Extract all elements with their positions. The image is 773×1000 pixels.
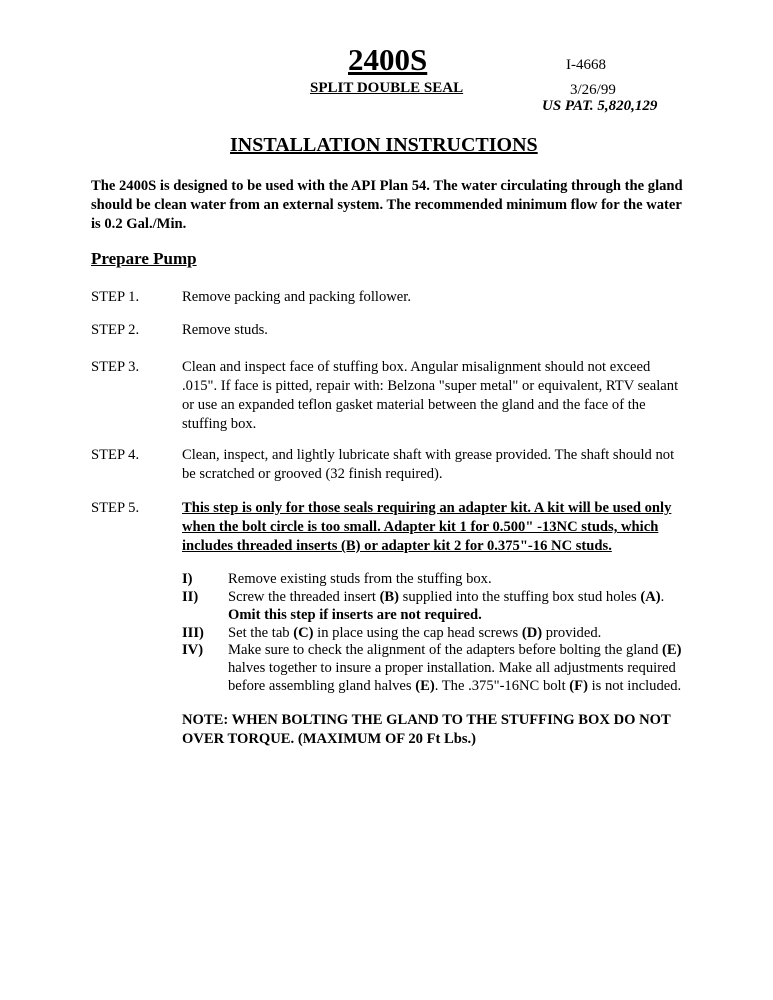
substep-label: I) bbox=[182, 571, 193, 587]
substep-text bbox=[228, 624, 690, 642]
model-number: 2400S bbox=[348, 42, 428, 77]
substep-text-part: Make sure to check the alignment of the adapters before bolting the gland bbox=[228, 642, 663, 658]
intro-paragraph: The 2400S is designed to be used with the API Plan 54. The water circulating through the gland should be clean water from an external system. The recommended minimum flow for the water is 0.2 Gal./Min. bbox=[91, 178, 683, 232]
step-text: Remove studs. bbox=[182, 322, 268, 338]
substep-text-part: . The .375"-16NC bolt bbox=[434, 678, 570, 694]
substep-text-part: Set the tab bbox=[228, 625, 294, 641]
substep-text-part: is not included. bbox=[587, 678, 682, 694]
product-subtitle: SPLIT DOUBLE SEAL bbox=[310, 80, 464, 96]
step-text: This step is only for those seals requiring an adapter kit. A kit will be used only when the bolt circle is too small. Adapter kit 1 for 0.500" -13NC studs, which includes threaded inserts (B) or adapter kit 2 for 0.375"-16 NC studs. bbox=[182, 500, 672, 554]
part-reference: (B) bbox=[379, 589, 400, 605]
document-date: 3/26/99 bbox=[570, 82, 616, 98]
substep-label: IV) bbox=[182, 642, 204, 658]
substep-text-part: provided. bbox=[542, 625, 602, 641]
substep-text bbox=[228, 570, 690, 588]
step-label: STEP 5. bbox=[91, 500, 140, 516]
substep-warning: Omit this step if inserts are not required. bbox=[228, 607, 482, 623]
part-reference: (D) bbox=[521, 625, 543, 641]
substep-text-part: supplied into the stuffing box stud holes bbox=[399, 589, 641, 605]
substep-text-part: in place using the cap head screws bbox=[313, 625, 522, 641]
part-reference: (F) bbox=[569, 678, 588, 694]
substep-text-part: Screw the threaded insert bbox=[228, 589, 380, 605]
step-text: Clean, inspect, and lightly lubricate shaft with grease provided. The shaft should not be scratched or grooved (32 finish required). bbox=[182, 447, 675, 482]
torque-note: NOTE: WHEN BOLTING THE GLAND TO THE STUFFING BOX DO NOT OVER TORQUE. (MAXIMUM OF 20 Ft Lbs.) bbox=[182, 712, 671, 747]
step-text: Clean and inspect face of stuffing box. Angular misalignment should not exceed .015". If face is pitted, repair with: Belzona "super metal" or equivalent, RTV sealant or use an expanded teflon gasket material between the gland and the face of the stuffing box. bbox=[182, 359, 679, 432]
part-reference: (C) bbox=[293, 625, 314, 641]
step-label: STEP 2. bbox=[91, 322, 140, 338]
substep-text bbox=[228, 641, 690, 695]
substep-text-part: Remove existing studs from the stuffing box. bbox=[228, 571, 492, 587]
step-label: STEP 3. bbox=[91, 359, 140, 375]
part-reference: (E) bbox=[662, 642, 682, 658]
step-label: STEP 1. bbox=[91, 289, 140, 305]
page-title: INSTALLATION INSTRUCTIONS bbox=[230, 134, 538, 156]
substep-label: III) bbox=[182, 625, 204, 641]
step-text: Remove packing and packing follower. bbox=[182, 289, 411, 305]
patent-number: US PAT. 5,820,129 bbox=[542, 98, 658, 114]
substep-label: II) bbox=[182, 589, 199, 605]
part-reference: (A) bbox=[640, 589, 661, 605]
substep-text-part: halves together to insure a proper installation. Make all adjustments required before assembling gland halves bbox=[228, 660, 676, 694]
substep-text-part: . bbox=[660, 589, 665, 605]
part-reference: (E) bbox=[415, 678, 435, 694]
substep-text bbox=[228, 588, 690, 624]
document-number: I-4668 bbox=[566, 57, 606, 73]
section-heading: Prepare Pump bbox=[91, 249, 197, 268]
step-label: STEP 4. bbox=[91, 447, 140, 463]
